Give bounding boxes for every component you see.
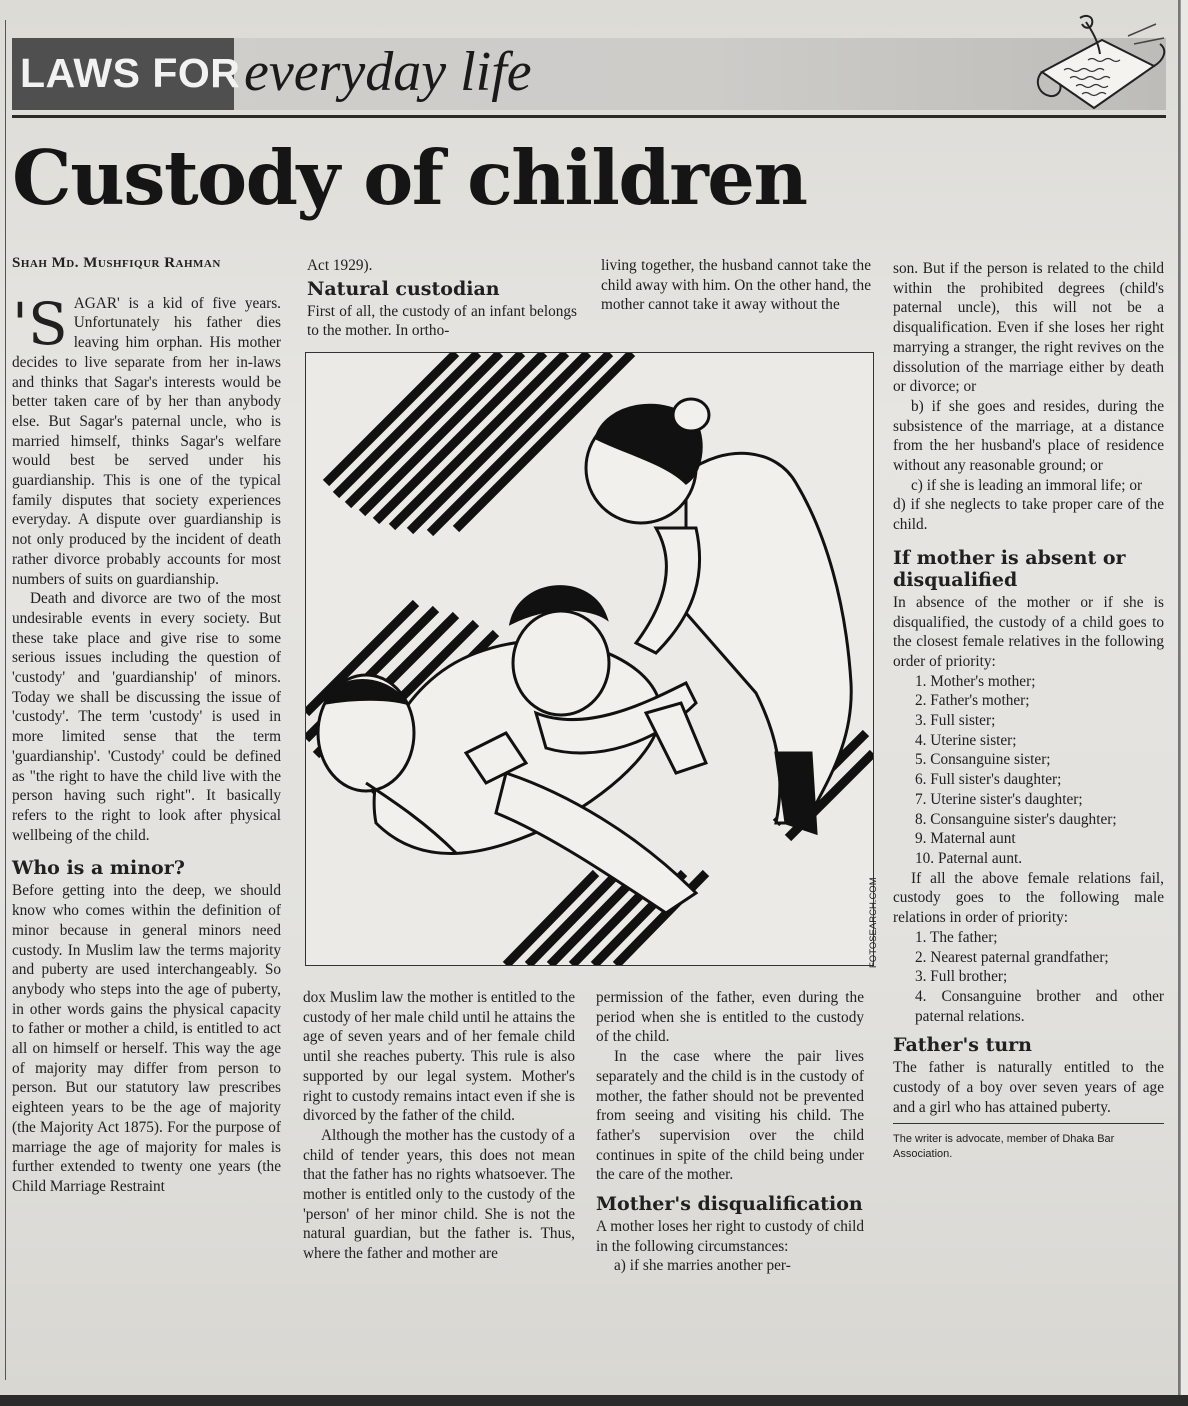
adjacent-page-edge xyxy=(1180,0,1188,1395)
paragraph: If all the above female relations fail, custody goes to the following male relations in order of priority: xyxy=(893,869,1164,927)
list-item: 3. Full sister; xyxy=(915,712,996,730)
column-3-top xyxy=(601,256,871,315)
column-1 xyxy=(12,254,281,1197)
list-item: 5. Consanguine sister; xyxy=(915,751,1051,769)
list-item: 8. Consanguine sister's daughter; xyxy=(915,810,1117,828)
section-script-title: everyday life xyxy=(244,41,532,103)
paragraph: Death and divorce are two of the most undesirable events in every society. But these take place and give rise to some serious issues including the question of 'custody' and 'guardianship' of minors. Today we shall be discussing the issue of 'custody'. The term 'custody' is used in more limited sense that the term 'guardianship'. 'Custody' could be defined as "the right to have the child live with the person having such right". It basically refers to the right to look after physical wellbeing of the child. xyxy=(12,590,281,844)
paragraph: First of all, the custody of an infant belongs to the mother. In ortho- xyxy=(307,302,577,340)
headline: Custody of children xyxy=(12,134,807,222)
column-4 xyxy=(893,259,1164,1162)
column-2-top xyxy=(307,256,577,341)
paragraph: dox Muslim law the mother is entitled to the custody of her male child until he attains the age of seven years and of her female child until she reaches puberty. This rule is also supported by our legal system. Mother's right to custody remains intact even if she is divorced by the father of the child. xyxy=(303,989,575,1125)
paragraph: c) if she is leading an immoral life; or xyxy=(911,476,1143,494)
section-label: LAWS FOR xyxy=(20,50,241,96)
female-relations-list xyxy=(893,672,1164,869)
author-footnote: The writer is advocate, member of Dhaka Bar Association. xyxy=(893,1123,1164,1162)
paragraph: The father is naturally entitled to the custody of a boy over seven years of age and a girl who has attained puberty. xyxy=(893,1059,1164,1116)
list-item: 6. Full sister's daughter; xyxy=(915,771,1062,789)
custody-struggle-drawing xyxy=(306,353,873,965)
list-item: 1. The father; xyxy=(915,928,998,946)
paragraph: a) if she marries another per- xyxy=(614,1257,791,1275)
left-column-rule xyxy=(5,20,6,1380)
paragraph: In absence of the mother or if she is disqualified, the custody of a child goes to the closest female relatives in the following order of priority: xyxy=(893,593,1164,670)
list-item: 10. Paternal aunt. xyxy=(915,849,1023,867)
paragraph: In the case where the pair lives separately and the child is in the custody of mother, the father should not be prevented from seeing and visiting his child. The father's supervision over the child continues in spite of the child being under the care of the mother. xyxy=(596,1048,864,1184)
subhead-fathers-turn: Father's turn xyxy=(893,1034,1032,1057)
paragraph: permission of the father, even during the period when she is entitled to the custody of the child. xyxy=(596,989,864,1046)
intro-paragraph: AGAR' is a kid of five years. Unfortunately his father dies leaving him orphan. His mother decides to live separate from her in-laws and thinks that Sagar's interests would be better taken care of by her than anybody else. But Sagar's paternal uncle, who is married himself, thinks Sagar's welfare would best be served under his guardianship. This is one of the typical family disputes that society experiences everyday. A dispute over guardianship is not only produced by the incident of death rather divorce probably accounts for most numbers of suits on guardianship. xyxy=(12,294,281,588)
list-item: 3. Full brother; xyxy=(915,968,1008,986)
list-item: 7. Uterine sister's daughter; xyxy=(915,790,1083,808)
subhead-natural-custodian: Natural custodian xyxy=(307,277,500,300)
section-rule xyxy=(12,115,1166,118)
subhead-mothers-disqualification: Mother's disqualification xyxy=(596,1193,863,1216)
byline: Shah Md. Mushfiqur Rahman xyxy=(12,255,221,271)
paragraph: Act 1929). xyxy=(307,257,373,274)
column-2-bottom xyxy=(303,988,575,1264)
list-item: 2. Father's mother; xyxy=(915,692,1030,710)
list-item: 4. Consanguine brother and other paternal relations. xyxy=(915,987,1164,1025)
male-relations-list xyxy=(893,928,1164,1027)
column-3-bottom xyxy=(596,988,864,1276)
subhead-who-is-minor: Who is a minor? xyxy=(12,857,185,880)
drop-cap: 'S xyxy=(12,289,68,358)
paragraph: son. But if the person is related to the child within the prohibited degrees (child's paternal uncle), this will not be a disqualification. Even if she loses her right marrying a stranger, the right revives on the dissolution of the marriage either by death or divorce; or xyxy=(893,260,1164,396)
list-item: 9. Maternal aunt xyxy=(915,830,1016,848)
subhead-mother-absent: If mother is absent or disqualified xyxy=(893,546,1126,591)
paragraph: Before getting into the deep, we should know who comes within the definition of minor because in general minors need custody. In Muslim law the terms majority and puberty are used interchangeably. So anybody who steps into the age of puberty, in other words gains the physical capacity to father or mother a child, is entitled to act all on himself or herself. This way the age of majority may differ from person to person. But our statutory law prescribes eighteen years to be the age of majority (the Majority Act 1875). For the purpose of marriage the age of majority for males is further extended to twenty one years (the Child Marriage Restraint xyxy=(12,882,281,1195)
list-item: 4. Uterine sister; xyxy=(915,731,1017,749)
scroll-quill-icon xyxy=(1024,14,1174,122)
paragraph: living together, the husband cannot take the child away with him. On the other hand, the mother cannot take it away without the xyxy=(601,257,871,314)
list-item: 1. Mother's mother; xyxy=(915,672,1036,690)
photo-credit: FOTOSEARCH.COM xyxy=(868,877,879,968)
illustration xyxy=(305,352,874,966)
paragraph: A mother loses her right to custody of child in the following circumstances: xyxy=(596,1218,864,1255)
paragraph: Although the mother has the custody of a child of tender years, this does not mean that the father has no rights whatsoever. The mother is entitled only to the custody of the 'person' of her minor child. She is not the natural guardian, but the father is. Thus, where the father and mother are xyxy=(303,1126,575,1263)
paragraph: d) if she neglects to take proper care of the child. xyxy=(893,496,1164,534)
list-item: 2. Nearest paternal grandfather; xyxy=(915,948,1109,966)
paragraph: b) if she goes and resides, during the subsistence of the marriage, at a distance from the her husband's place of residence without any reasonable ground; or xyxy=(893,397,1164,475)
